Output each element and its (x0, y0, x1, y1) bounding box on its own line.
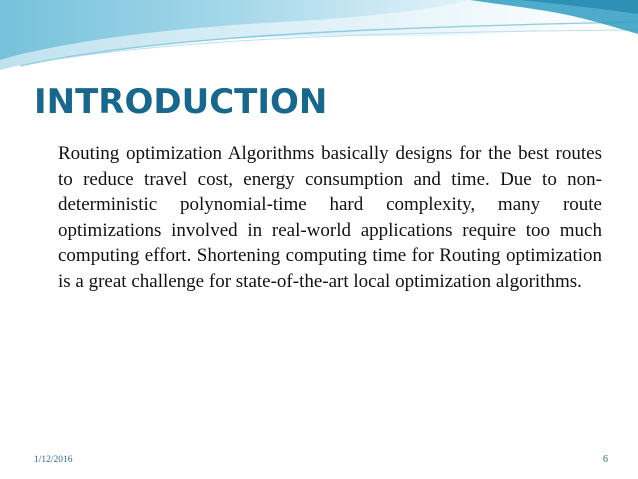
header-wave-decoration (0, 0, 638, 80)
slide-body-text: Routing optimization Algorithms basically designs for the best routes to reduce travel cost, energy consumption and time. Due to non-deterministic polynomial-time hard complexity, many route optimizations involved in real-world applications require too much computing effort. Shortening computing time for Routing optimization is a great challenge for state-of-the-art local optimization algorithms. (58, 143, 602, 292)
slide-title: INTRODUCTION (34, 82, 328, 122)
page-number: 6 (603, 454, 608, 465)
footer-date: 1/12/2016 (34, 455, 73, 465)
